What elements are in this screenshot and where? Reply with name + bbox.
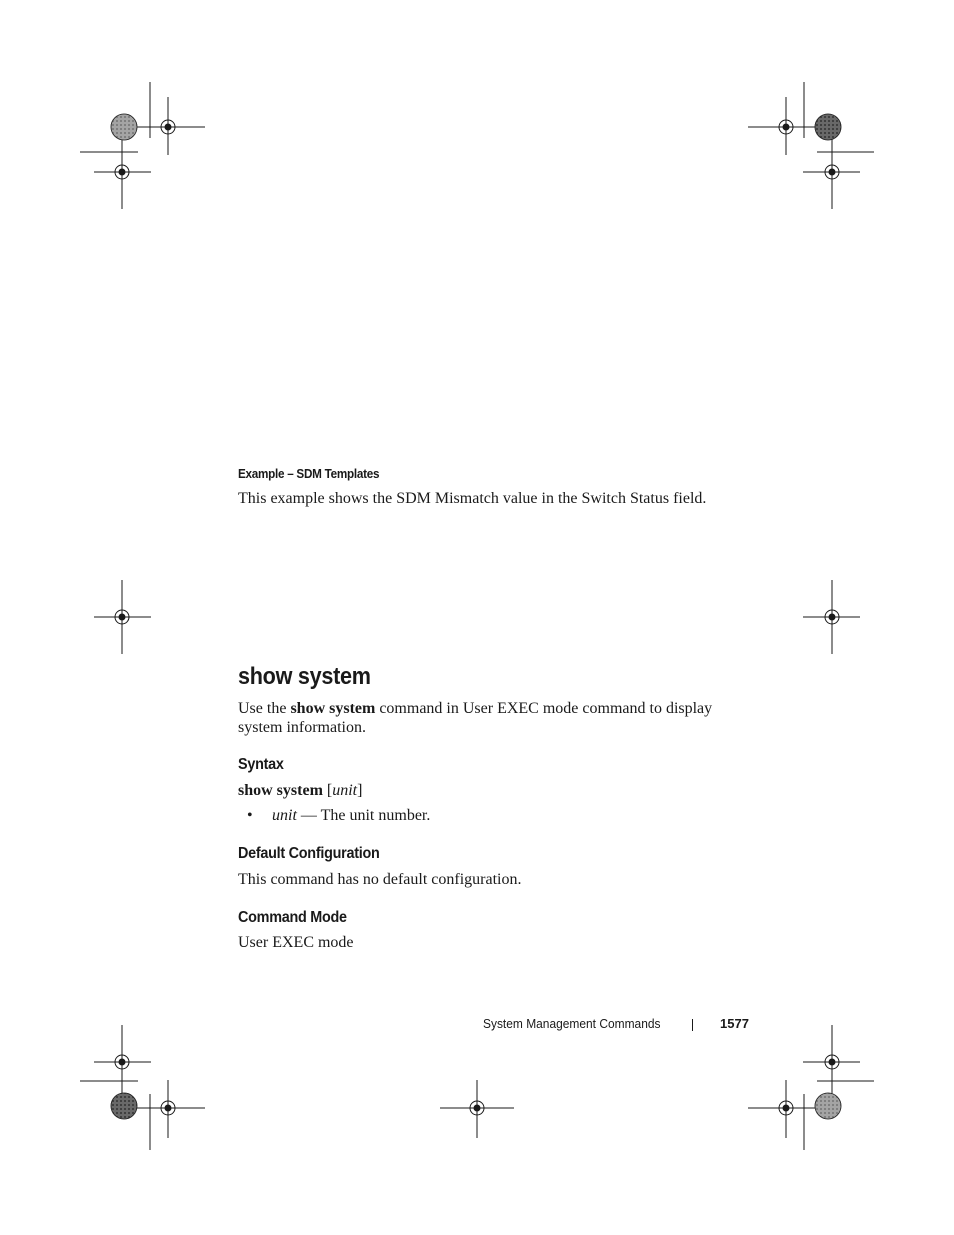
- footer-section-name: System Management Commands: [483, 1016, 661, 1031]
- default-config-heading: Default Configuration: [238, 845, 380, 862]
- intro-command: show system: [290, 700, 376, 717]
- syntax-heading: Syntax: [238, 756, 284, 773]
- command-mode-text: User EXEC mode: [238, 934, 354, 951]
- registration-targets: [94, 97, 860, 1138]
- command-intro: [238, 699, 738, 737]
- default-config-text: This command has no default configuration.: [238, 871, 522, 888]
- syntax-open-bracket: [: [322, 782, 333, 799]
- syntax-param: unit: [332, 782, 358, 799]
- star-targets: [111, 114, 841, 1119]
- syntax-command: show system: [238, 782, 323, 799]
- param-name: unit: [272, 807, 297, 824]
- syntax-line: [238, 782, 362, 800]
- intro-suffix: command in User EXEC mode command to display system information.: [238, 700, 713, 736]
- command-mode-heading: Command Mode: [238, 909, 347, 926]
- page-number: 1577: [720, 1016, 749, 1031]
- footer-separator: [692, 1019, 693, 1031]
- syntax-close-bracket: ]: [357, 782, 363, 799]
- example-description: This example shows the SDM Mismatch value in the Switch Status field.: [238, 490, 707, 507]
- section-title: show system: [238, 663, 371, 690]
- param-desc: — The unit number.: [296, 807, 431, 824]
- bullet-dot: •: [247, 807, 253, 824]
- intro-prefix: Use the: [238, 700, 291, 717]
- param-description: [272, 807, 430, 825]
- example-heading: Example – SDM Templates: [238, 466, 380, 481]
